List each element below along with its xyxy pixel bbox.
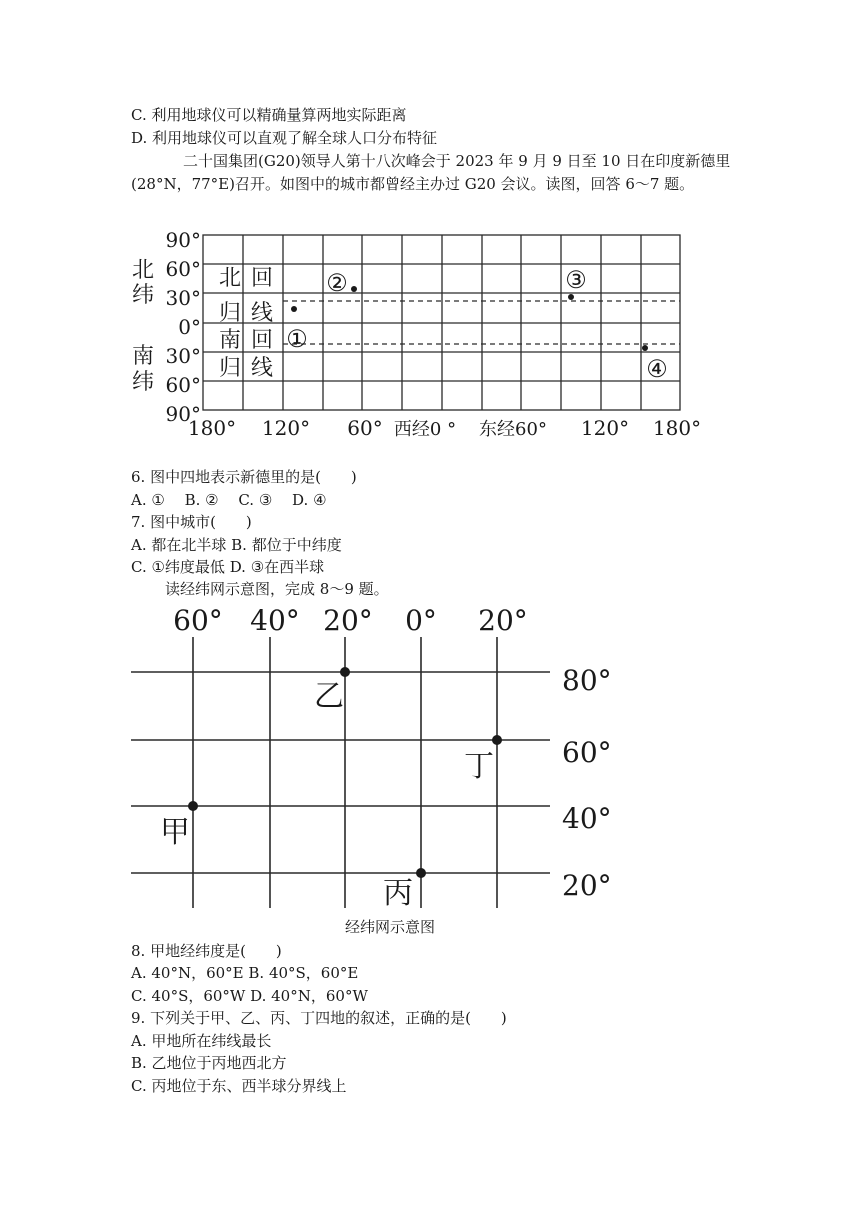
map1-lat-label: 30° [165,286,201,310]
map2-lat-label: 20° [562,869,612,902]
city-3-label: ③ [565,266,587,294]
map2-lat-label: 60° [562,736,612,769]
tropic-of-cancer-label: 归 [218,301,242,326]
tropic-of-capricorn-label: 线 [250,356,274,381]
tropic-of-cancer-label: 线 [250,301,274,326]
map1-lon-label: 60° [347,416,383,440]
city-1-label: ① [286,325,308,353]
tropic-of-cancer-label: 回 [250,266,274,291]
q5-option-d: D. 利用地球仪可以直观了解全球人口分布特征 [131,129,438,147]
q8-stem: 8. 甲地经纬度是( ) [131,942,282,960]
point-ding-label: 丁 [464,749,494,784]
north-latitude-label: 北 [131,258,155,283]
q9-stem: 9. 下列关于甲、乙、丙、丁四地的叙述，正确的是( ) [131,1009,507,1027]
city-1-dot [291,306,297,312]
map2-lon-label: 60° [173,604,223,637]
q6-options: A. ① B. ② C. ③ D. ④ [131,491,327,509]
map1-lon-label: 东经60° [479,419,547,440]
south-latitude-label: 纬 [131,370,155,395]
map1-lat-label: 0° [178,315,201,339]
q9-option-c: C. 丙地位于东、西半球分界线上 [131,1077,347,1095]
map2-lon-label: 40° [250,604,300,637]
tropic-of-capricorn-label: 归 [218,356,242,381]
q9-option-b: B. 乙地位于丙地西北方 [131,1054,287,1072]
point-jia-dot [188,801,198,811]
q7-stem: 7. 图中城市( ) [131,513,252,531]
point-bing-label: 丙 [383,876,413,911]
q6-stem: 6. 图中四地表示新德里的是( ) [131,468,357,486]
q5-option-c: C. 利用地球仪可以精确量算两地实际距离 [131,106,407,124]
map1-grid [203,235,680,410]
map1-lon-label: 180° [652,416,702,440]
q7-options-ab: A. 都在北半球 B. 都位于中纬度 [131,536,342,554]
map1-lon-label: 西经0 ° [393,419,457,440]
map2-grid [131,637,550,908]
tropic-of-capricorn-label: 回 [250,328,274,353]
map2-lon-label: 20° [323,604,373,637]
q8-options-ab: A. 40°N，60°E B. 40°S，60°E [131,964,359,982]
city-4-label: ④ [646,355,668,383]
q7-options-cd: C. ①纬度最低 D. ③在西半球 [131,558,325,576]
north-latitude-label: 纬 [131,283,155,308]
map2-lon-label: 20° [478,604,528,637]
city-2-label: ② [326,269,348,297]
point-ding-dot [492,735,502,745]
map1-lon-label: 120° [261,416,311,440]
map2-lat-label: 40° [562,802,612,835]
map1-lat-label: 60° [165,257,201,281]
map1-lat-label: 90° [165,228,201,252]
city-4-dot [642,345,648,351]
point-bing-dot [416,868,426,878]
map2-lat-label: 80° [562,664,612,697]
map1-lon-label: 180° [187,416,237,440]
intro-6-7: 二十国集团(G20)领导人第十八次峰会于 2023 年 9 月 9 日至 10 日在印度新德里(28°N，77°E)召开。如图中的城市都曾经主办过 G20 会议。读图，回答 6～7 题。 [131,152,731,193]
point-jia-label: 甲 [160,815,190,850]
map2-caption: 经纬网示意图 [344,918,436,936]
map1-lat-label: 30° [165,344,201,368]
map1-lon-label: 120° [580,416,630,440]
tropic-lines [283,301,680,344]
q8-options-cd: C. 40°S，60°W D. 40°N，60°W [131,987,368,1005]
map1-lat-label: 90° [165,402,201,426]
point-yi-label: 乙 [314,679,344,714]
intro-8-9: 读经纬网示意图，完成 8～9 题。 [165,580,389,598]
tropic-of-capricorn-label: 南 [218,328,242,353]
map1-lat-label: 60° [165,373,201,397]
city-3-dot [568,294,574,300]
map2-lon-label: 0° [405,604,437,637]
south-latitude-label: 南 [131,344,155,369]
tropic-of-cancer-label: 北 [218,266,242,291]
city-2-dot [351,286,357,292]
point-yi-dot [340,667,350,677]
q9-option-a: A. 甲地所在纬线最长 [131,1032,272,1050]
